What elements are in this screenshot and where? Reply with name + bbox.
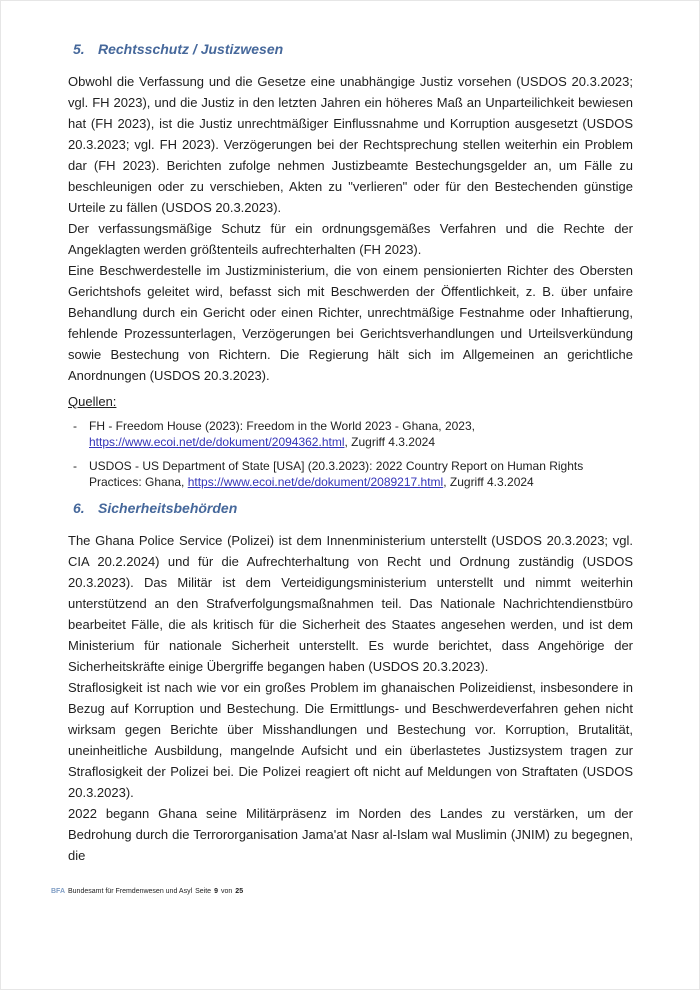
source-item-fh: [68, 418, 633, 450]
section-6-paragraph-3: 2022 begann Ghana seine Militärpräsenz im Norden des Landes zu verstärken, um der Bedrohung durch die Terrororganisation Jama'at Nasr al-Islam wal Muslimin (JNIM) zu begegnen, die: [68, 806, 633, 863]
section-5-title: Rechtsschutz / Justizwesen: [98, 41, 284, 57]
bullet-dash: -: [73, 419, 77, 433]
footer-page-total: 25: [235, 888, 244, 895]
source-link-ecoi-2089217[interactable]: https://www.ecoi.net/de/dokument/2089217.html: [187, 475, 444, 489]
section-6-number: 6.: [73, 500, 85, 516]
section-5-paragraph-2: Der verfassungsmäßige Schutz für ein ordnungsgemäßes Verfahren und die Rechte der Angeklagten werden größtenteils aufrechterhalten (FH 2023).: [68, 221, 633, 257]
section-5-number: 5.: [73, 41, 85, 57]
source-item-usdos: [68, 458, 633, 490]
source-text: [89, 418, 633, 450]
section-6-paragraph-1: The Ghana Police Service (Polizei) ist dem Innenministerium unterstellt (USDOS 20.3.2023; vgl. CIA 20.2.2024) und für die Aufrechterhaltung von Recht und Ordnung zuständig (USDOS 20.3.2023). Das Militär ist dem Verteidigungsministerium unterstellt und nimmt weiterhin unterstützend an den Strafverfolgungsmaßnahmen teil. Das Nationale Nachrichtendienstbüro bearbeitet Fälle, die als kritisch für die Sicherheit des Staates angesehen werden, und ist dem Ministerium für nationale Sicherheit unterstellt. Es wurde berichtet, dass Angehörige der Sicherheitskräfte einige Übergriffe begangen haben (USDOS 20.3.2023).: [68, 533, 633, 674]
bfa-logo: BFA: [51, 888, 65, 895]
source-link-ecoi-2094362[interactable]: https://www.ecoi.net/de/dokument/2094362.html: [89, 435, 345, 449]
source-access-date: , Zugriff 4.3.2024: [443, 475, 534, 489]
section-5-paragraph-3: Eine Beschwerdestelle im Justizministerium, die von einem pensionierten Richter des Obersten Gerichtshofs geleitet wird, befasst sich mit Beschwerden der Öffentlichkeit, z. B. über unfaire Behandlung durch ein Gericht oder einen Richter, unrechtmäßige Festnahme oder Inhaftierung, fehlende Prozessunterlagen, Verzögerungen bei Gerichtsverhandlungen und Urteilsverkündung sowie Bestechung von Richtern. Die Regierung hält sich im Allgemeinen an gerichtliche Anordnungen (USDOS 20.3.2023).: [68, 263, 633, 383]
source-citation: FH - Freedom House (2023): Freedom in the World 2023 - Ghana, 2023,: [89, 419, 475, 433]
footer-page-number: 9: [214, 888, 218, 895]
section-6-paragraph-2: Straflosigkeit ist nach wie vor ein großes Problem im ghanaischen Polizeidienst, insbesondere in Bezug auf Korruption und Bestechung. Die Ermittlungs- und Beschwerdeverfahren gehen nicht wirksam gegen Berichte über Misshandlungen und Bestechung vor. Korruption, Brutalität, uneinheitliche Ausbildung, mangelnde Aufsicht und ein überlastetes Justizsystem tragen zur Straflosigkeit der Polizei bei. Die Polizei reagiert oft nicht auf Meldungen von Straftaten (USDOS 20.3.2023).: [68, 680, 633, 800]
page-footer: [51, 887, 243, 896]
section-5-paragraph-1: Obwohl die Verfassung und die Gesetze eine unabhängige Justiz vorsehen (USDOS 20.3.2023; vgl. FH 2023), und die Justiz in den letzten Jahren ein höheres Maß an Unparteilichkeit bewiesen hat (FH 2023), ist die Justiz unrechtmäßiger Einflussnahme und Korruption ausgesetzt (USDOS 20.3.2023; vgl. FH 2023). Verzögerungen bei der Rechtsprechung stellen weiterhin ein Problem dar (FH 2023). Berichten zufolge nehmen Justizbeamte Bestechungsgelder an, um Fälle zu beschleunigen oder zu verschieben, Akten zu "verlieren" oder für den Bestechenden günstige Urteile zu fällen (USDOS 20.3.2023).: [68, 74, 633, 215]
footer-org-name: Bundesamt für Fremdenwesen und Asyl: [68, 888, 193, 895]
source-text: [89, 458, 633, 490]
sources-label: Quellen:: [68, 394, 117, 409]
section-6-heading: [68, 500, 633, 516]
source-access-date: , Zugriff 4.3.2024: [344, 435, 436, 449]
section-6-title: Sicherheitsbehörden: [98, 500, 238, 516]
footer-page-label: Seite: [195, 888, 212, 895]
bullet-dash: -: [73, 459, 77, 473]
source-citation: USDOS - US Department of State [USA] (20.3.2023): 2022 Country Report on Human Rights Practices: Ghana,: [89, 459, 584, 489]
section-5-heading: [68, 41, 633, 57]
footer-von-label: von: [221, 888, 233, 895]
